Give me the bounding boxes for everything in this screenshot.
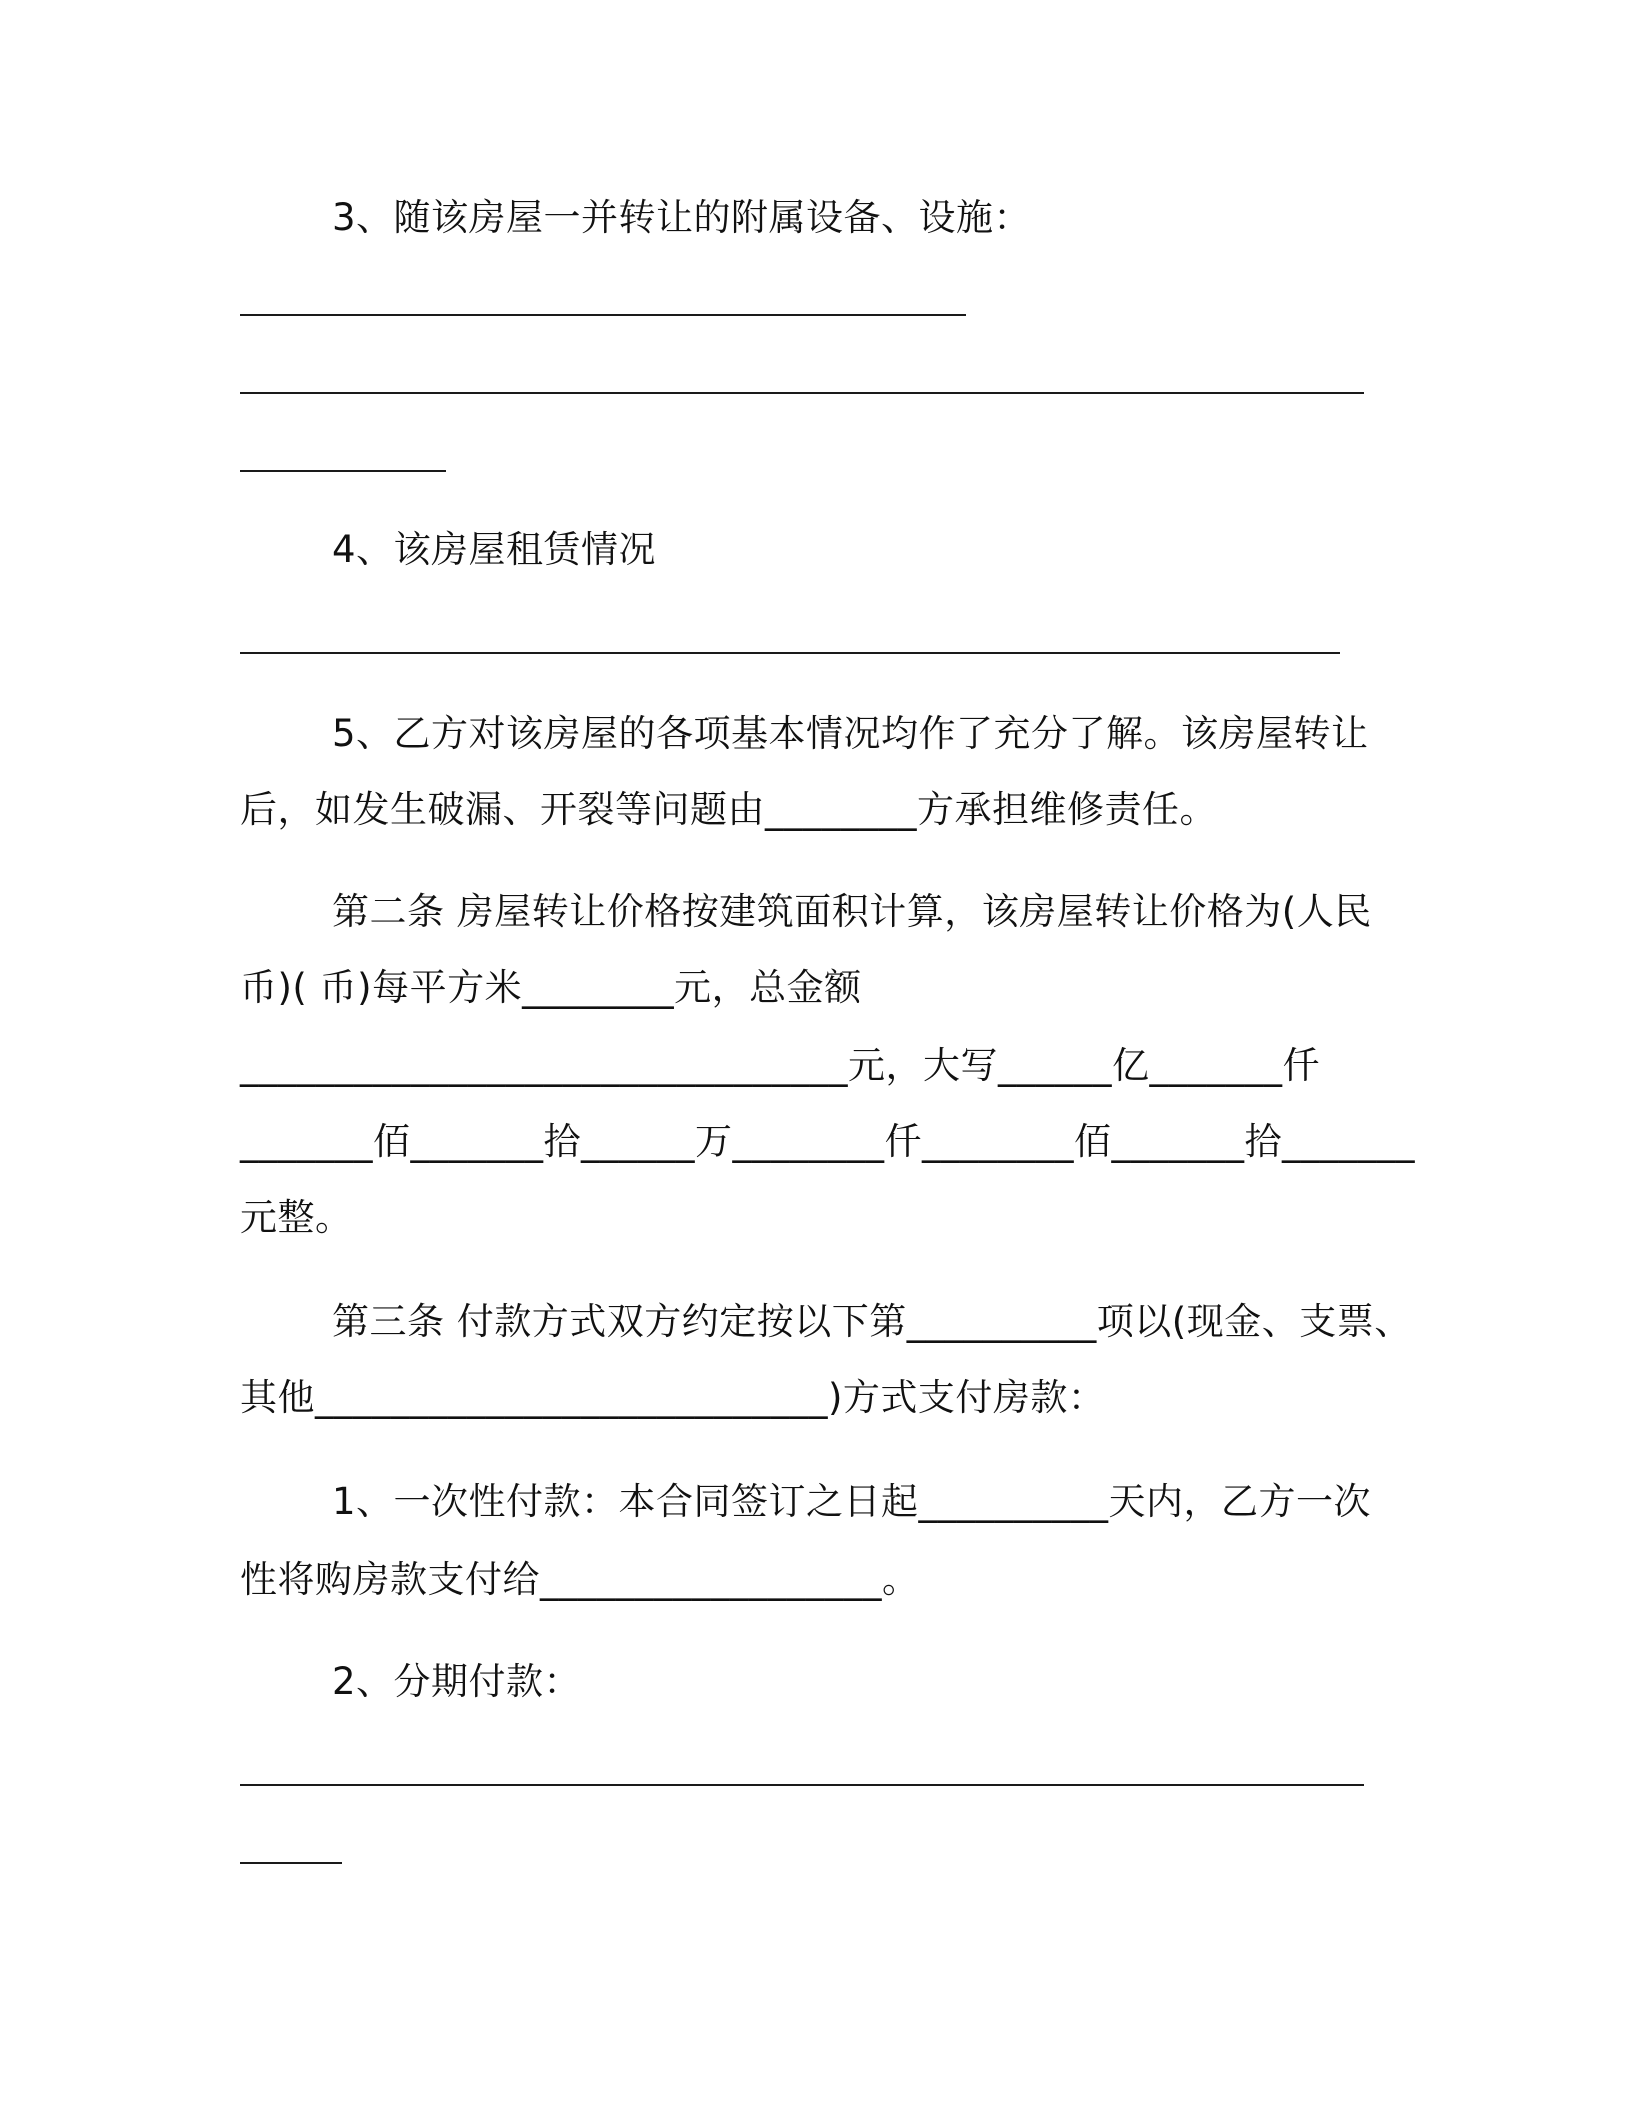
clause-3-heading: 3、随该房屋一并转让的附属设备、设施： [332,196,1032,239]
payment-option-1-line-1: 1、一次性付款：本合同签订之日起__________天内，乙方一次 [332,1480,1372,1523]
article-2-line-3: ________________________________元，大写______亿_______仟 [240,1044,1320,1087]
payment-option-2-heading: 2、分期付款： [332,1660,582,1703]
article-2-line-1: 第二条 房屋转让价格按建筑面积计算，该房屋转让价格为(人民 [332,890,1372,933]
article-3-line-1: 第三条 付款方式双方约定按以下第__________项以(现金、支票、 [332,1300,1412,1343]
clause-5-line-2: 后，如发生破漏、开裂等问题由________方承担维修责任。 [240,788,1217,831]
article-3-line-2: 其他___________________________)方式支付房款： [240,1376,1106,1419]
blank-line [240,314,966,316]
article-2-line-4: _______佰_______拾______万________仟________佰_______拾_______ [240,1120,1415,1163]
blank-line [240,652,1340,654]
blank-line [240,392,1364,394]
blank-line [240,1862,342,1864]
clause-5-line-1: 5、乙方对该房屋的各项基本情况均作了充分了解。该房屋转让 [332,712,1369,755]
payment-option-1-line-2: 性将购房款支付给__________________。 [240,1558,920,1601]
article-2-line-2: 币)( 币)每平方米________元，总金额 [240,966,862,1009]
blank-line [240,470,446,472]
clause-4-heading: 4、该房屋租赁情况 [332,528,657,571]
article-2-line-5: 元整。 [240,1196,353,1239]
blank-line [240,1784,1364,1786]
